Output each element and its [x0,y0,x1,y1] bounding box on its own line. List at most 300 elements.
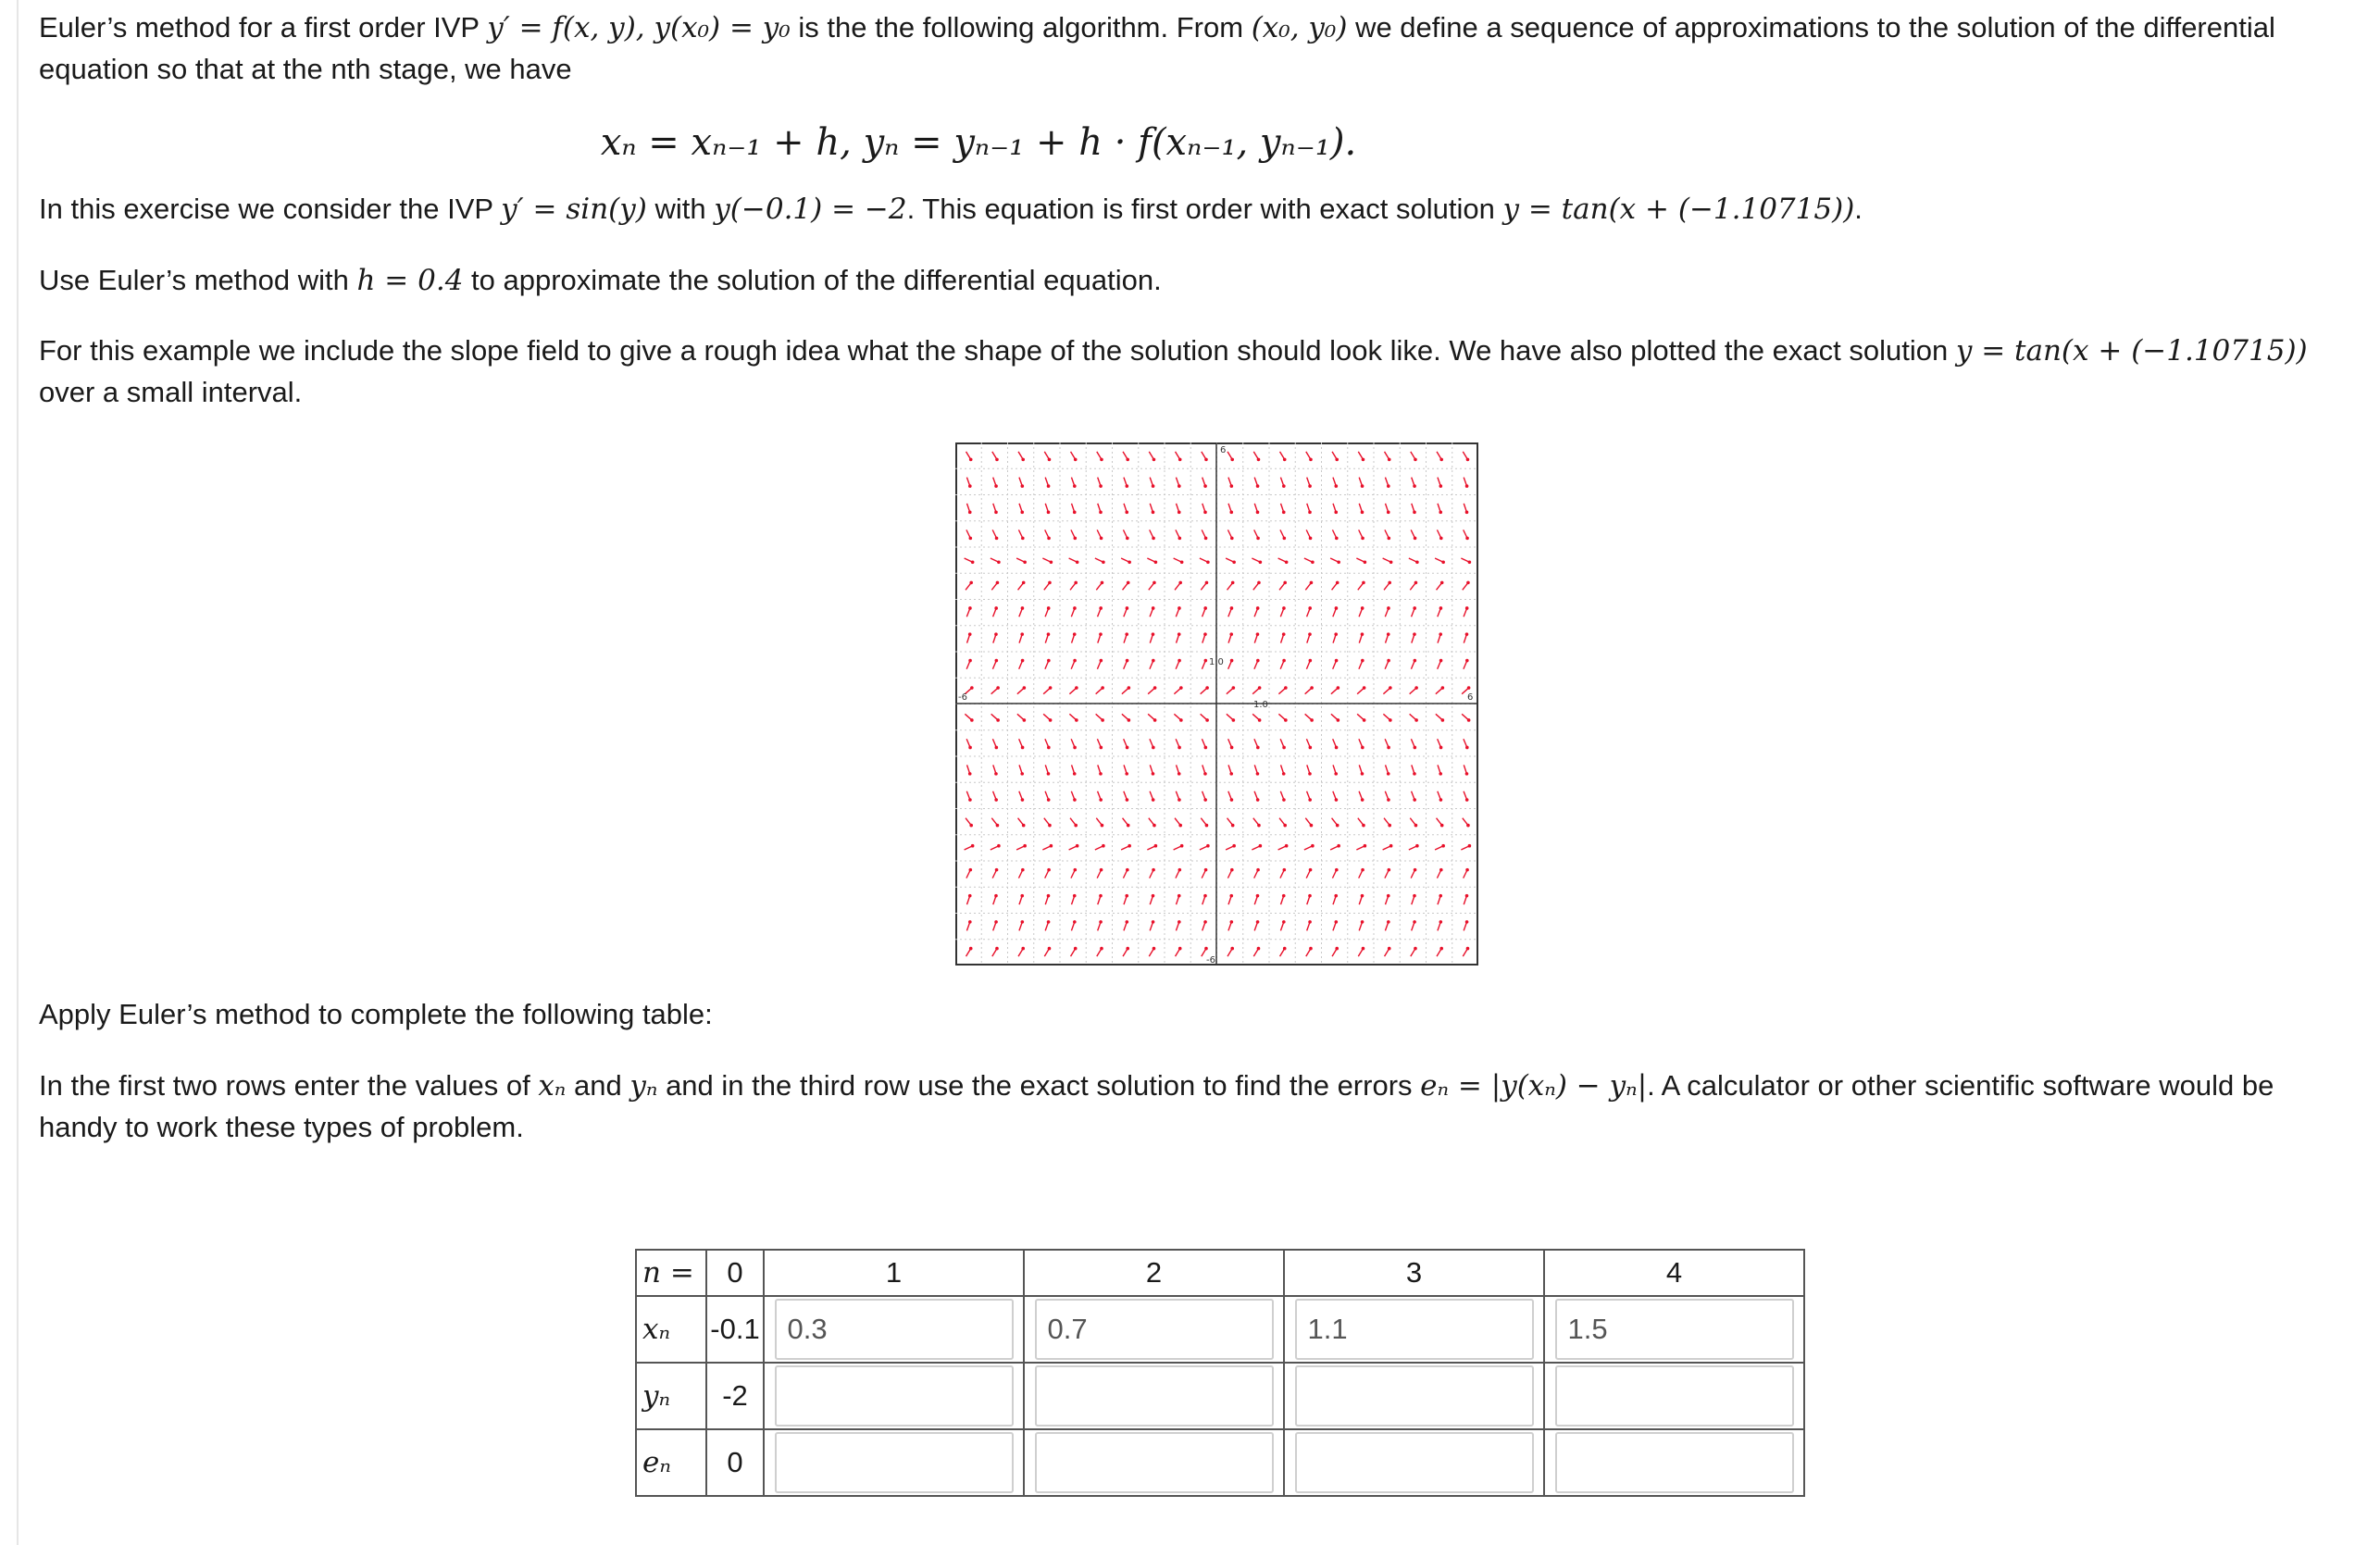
slope-arrowhead [1023,686,1027,690]
slope-arrowhead [1309,746,1313,750]
slope-arrowhead [1388,947,1391,951]
slope-arrowhead [1337,686,1340,690]
slope-arrowhead [1073,606,1077,610]
slope-arrowhead [1205,686,1209,690]
slope-arrowhead [1361,798,1364,802]
instr-text-1: In the first two rows enter the values of [39,1069,530,1102]
slope-arrowhead [971,560,975,564]
slope-arrowhead [1203,606,1207,610]
slope-arrowhead [1361,772,1364,776]
slope-arrowhead [1285,844,1289,848]
slope-arrowhead [1361,537,1364,541]
slope-arrowhead [1047,606,1051,610]
slope-arrowhead [1310,824,1314,828]
slope-arrowhead [1047,537,1051,541]
slope-arrowhead [1414,824,1418,828]
apply-text: Apply Euler’s method to complete the following table: [39,998,713,1030]
slope-arrowhead [1073,772,1077,776]
slope-arrowhead [1413,484,1416,488]
slope-arrowhead [1414,458,1417,462]
slope-arrowhead [1387,798,1390,802]
slope-arrowhead [1334,632,1338,636]
step-intro-text: Use Euler’s method with [39,264,349,296]
slope-arrowhead [1047,632,1051,636]
slope-arrowhead [1387,920,1390,924]
slope-arrowhead [1126,458,1129,462]
slope-arrowhead [1387,484,1390,488]
slope-arrowhead [1178,537,1182,541]
slope-arrowhead [1439,659,1443,663]
slope-arrowhead [1308,606,1312,610]
slope-arrowhead [1178,484,1181,488]
table-row-e [636,1429,1804,1496]
ivp-formula: y′ = f(x, y), y(x₀) = y₀ [487,11,791,44]
slope-arrowhead [1178,824,1182,828]
slope-arrowhead [1361,920,1364,924]
slope-arrowhead [1468,560,1472,564]
slope-arrowhead [1073,484,1077,488]
slope-arrowhead [1229,632,1233,636]
slope-arrowhead [1206,560,1210,564]
x4-input[interactable] [1555,1299,1794,1360]
slope-arrowhead [1125,772,1128,776]
e1-input[interactable] [775,1432,1014,1493]
slope-arrowhead [1128,560,1131,564]
slope-arrowhead [1232,844,1236,848]
slope-arrowhead [1335,868,1339,872]
slope-arrowhead [1203,798,1207,802]
y3-input[interactable] [1295,1365,1534,1427]
start-point: (x₀, y₀) [1251,11,1348,44]
slope-arrowhead [1125,511,1128,515]
slope-arrowhead [1334,772,1338,776]
slope-arrowhead [1439,920,1443,924]
slope-arrowhead [968,894,972,898]
e0-value: 0 [706,1429,764,1496]
slope-arrowhead [1256,606,1260,610]
slope-arrowhead [1021,458,1025,462]
slope-arrowhead [1414,581,1418,585]
instr-text-2: and [574,1069,622,1102]
yn-symbol: yₙ [629,1069,658,1103]
slope-arrowhead [1413,894,1416,898]
error-formula: eₙ = |y(xₙ) − yₙ| [1420,1069,1648,1103]
slope-arrowhead [1204,947,1208,951]
slope-arrowhead [1022,581,1026,585]
header-n1: 1 [764,1250,1024,1296]
y-tick-label: 1.0 [1209,657,1224,667]
slope-arrowhead [1283,537,1287,541]
slope-arrowhead [1099,894,1103,898]
slope-arrowhead [1361,606,1364,610]
slope-arrowhead [1364,844,1367,848]
slope-arrowhead [1465,511,1469,515]
slope-arrowhead [1309,537,1313,541]
slope-arrowhead [1203,632,1207,636]
y1-input[interactable] [775,1365,1014,1427]
instr-text-5: handy to work these types of problem. [39,1111,524,1143]
slope-arrowhead [1152,632,1155,636]
slope-arrowhead [1204,868,1208,872]
slope-arrowhead [1074,537,1078,541]
row-label-y: yₙ [636,1363,706,1429]
slope-arrowhead [1259,844,1263,848]
e3-cell [1284,1429,1544,1496]
y1-cell [764,1363,1024,1429]
slope-arrowhead [1152,868,1155,872]
slope-arrowhead [1232,686,1236,690]
slope-arrowhead [1076,560,1079,564]
slope-arrowhead [1099,632,1103,636]
slope-arrowhead [1205,581,1209,585]
slope-arrowhead [1387,606,1390,610]
slope-arrowhead [1152,537,1155,541]
slope-arrowhead [1257,947,1261,951]
slope-arrowhead [994,484,998,488]
slope-arrowhead [1465,772,1469,776]
slope-arrowhead [1413,920,1416,924]
slope-arrowhead [1389,718,1392,722]
slope-arrowhead [1413,511,1416,515]
slope-arrowhead [1126,484,1129,488]
slope-arrowhead [1334,511,1338,515]
slope-arrowhead [1282,659,1286,663]
slope-arrowhead [1257,581,1261,585]
slope-arrowhead [1465,659,1469,663]
e3-input[interactable] [1295,1432,1534,1493]
slope-arrowhead [1309,458,1313,462]
slope-arrowhead [1439,511,1442,515]
slope-arrowhead [1231,824,1235,828]
slope-arrowhead [1230,537,1234,541]
slope-arrowhead [1178,947,1182,951]
slope-arrowhead [1101,686,1104,690]
x4-cell [1544,1296,1804,1363]
slope-arrowhead [968,772,972,776]
slope-arrowhead [1154,560,1158,564]
slope-arrowhead [1334,894,1338,898]
x1-input[interactable] [775,1299,1014,1360]
slope-arrowhead [1309,947,1313,951]
slope-arrowhead [1389,560,1393,564]
slope-arrowhead [1152,920,1155,924]
intro-text-2: is the the following algorithm. From [798,11,1244,44]
slope-arrowhead [1364,560,1367,564]
slope-arrowhead [1389,686,1392,690]
slope-arrowhead [1230,484,1234,488]
slope-arrowhead [969,868,973,872]
instr-text-4: . A calculator or other scientific software would be [1647,1069,2274,1102]
slope-arrowhead [1076,844,1079,848]
e4-input[interactable] [1555,1432,1794,1493]
slope-arrowhead [1204,659,1208,663]
slope-arrowhead [1152,798,1155,802]
slope-arrowhead [1232,560,1236,564]
slope-arrowhead [1257,458,1261,462]
slope-arrowhead [1337,844,1340,848]
slope-arrowhead [1465,868,1469,872]
slope-arrowhead [1308,632,1312,636]
slope-arrowhead [1284,686,1288,690]
slope-arrowhead [1203,920,1207,924]
slope-arrowhead [1256,920,1260,924]
e4-cell [1544,1429,1804,1496]
slope-arrowhead [1099,772,1103,776]
slope-arrowhead [995,659,999,663]
slope-arrowhead [1023,718,1027,722]
slope-arrowhead [1049,718,1053,722]
slope-arrowhead [1466,458,1470,462]
slope-arrowhead [1102,560,1105,564]
slope-arrowhead [1125,894,1128,898]
slope-arrowhead [1335,484,1339,488]
slope-arrowhead [996,824,1000,828]
slope-arrowhead [1154,844,1158,848]
slope-arrowhead [1126,868,1129,872]
slope-desc-line-2 [39,371,302,413]
slope-arrowhead [1125,632,1128,636]
intro-line-1 [39,6,2275,49]
slope-arrowhead [969,458,973,462]
slope-arrowhead [1153,686,1157,690]
slope-arrowhead [968,632,972,636]
header-n0: 0 [706,1250,764,1296]
slope-arrowhead [1310,718,1314,722]
slope-arrowhead [1099,511,1103,515]
slope-arrowhead [1363,718,1366,722]
exact-solution-1: y = tan(x + (−1.10715)) [1502,193,1855,226]
slope-arrowhead [1465,537,1469,541]
slope-arrowhead [1152,772,1155,776]
y2-input[interactable] [1035,1365,1274,1427]
slope-arrowhead [1050,844,1053,848]
slope-arrowhead [968,606,972,610]
slope-arrowhead [1203,894,1207,898]
slope-arrowhead [1465,632,1469,636]
slope-arrowhead [1074,458,1078,462]
slope-arrowhead [1100,868,1103,872]
slope-desc-text-2: over a small interval. [39,376,303,408]
step-rest-text: to approximate the solution of the differential equation. [471,264,1162,296]
exercise-ivp-line: In this exercise we consider the IVP y′ = sin(y) with y(−0.1) = −2. This equation is first order with exact solution y = tan(x + (−1.10715)). [39,193,1863,226]
slope-arrowhead [995,947,999,951]
slope-arrowhead [1282,606,1286,610]
slope-arrowhead [1282,894,1286,898]
slope-arrowhead [1388,824,1391,828]
slope-arrowhead [969,824,973,828]
slope-arrowhead [1047,894,1051,898]
slope-arrowhead [1467,686,1471,690]
slope-arrowhead [1387,772,1390,776]
left-border [17,0,19,1545]
slope-arrowhead [1047,484,1051,488]
slope-arrowhead [1230,798,1234,802]
slope-arrowhead [1309,868,1313,872]
slope-arrowhead [1021,746,1025,750]
slope-arrowhead [1204,458,1208,462]
slope-arrowhead [968,659,972,663]
slope-arrowhead [1439,632,1442,636]
slope-arrowhead [1126,606,1129,610]
slope-arrowhead [1229,772,1233,776]
slope-arrowhead [1256,484,1260,488]
slope-arrowhead [1203,484,1207,488]
slope-arrowhead [1308,772,1312,776]
slope-arrowhead [1439,868,1443,872]
slope-arrowhead [995,458,999,462]
slope-arrowhead [1308,798,1312,802]
slope-arrowhead [1258,686,1262,690]
slope-arrowhead [1439,537,1443,541]
y2-cell [1024,1363,1284,1429]
slope-arrowhead [1361,484,1364,488]
slope-arrowhead [994,798,998,802]
slope-arrowhead [1048,824,1052,828]
slope-arrowhead [1335,458,1339,462]
slope-arrowhead [1099,484,1103,488]
slope-arrowhead [1283,868,1287,872]
slope-arrowhead [1020,894,1024,898]
slope-arrowhead [1466,824,1470,828]
slope-arrowhead [994,920,998,924]
slope-arrowhead [1230,920,1234,924]
slope-arrowhead [1256,632,1260,636]
x3-input[interactable] [1295,1299,1534,1360]
slope-arrowhead [1439,458,1443,462]
slope-arrowhead [1074,824,1078,828]
slope-arrowhead [1415,844,1419,848]
slope-arrowhead [1257,824,1261,828]
slope-arrowhead [1362,947,1365,951]
slope-arrowhead [1441,844,1445,848]
slope-arrowhead [1439,484,1443,488]
slope-arrowhead [1099,920,1103,924]
initial-condition: y(−0.1) = −2 [714,193,907,226]
slope-arrowhead [1337,560,1340,564]
slope-arrowhead [1311,560,1315,564]
slope-arrowhead [1231,581,1235,585]
slope-arrowhead [1073,920,1077,924]
e2-input[interactable] [1035,1432,1274,1493]
slope-arrowhead [1127,824,1130,828]
slope-arrowhead [1126,537,1129,541]
slope-arrowhead [1020,511,1024,515]
slope-arrowhead [1465,484,1469,488]
slope-arrowhead [1203,772,1207,776]
slope-arrowhead [1387,659,1390,663]
slope-arrowhead [1099,606,1103,610]
x0-value: -0.1 [706,1296,764,1363]
slope-arrowhead [1178,894,1181,898]
slope-arrowhead [1282,632,1286,636]
slope-arrowhead [1414,537,1417,541]
slope-arrowhead [1126,746,1129,750]
slope-arrowhead [1282,772,1286,776]
slope-arrowhead [1256,511,1260,515]
slope-arrowhead [1230,659,1234,663]
y-max-label: 6 [1220,445,1227,455]
slope-arrowhead [1205,824,1209,828]
slope-arrowhead [1178,581,1182,585]
slope-arrowhead [1230,947,1234,951]
slope-arrowhead [996,686,1000,690]
slope-arrowhead [1128,686,1131,690]
slope-arrowhead [1309,659,1313,663]
slope-arrowhead [1414,746,1417,750]
slope-arrowhead [1440,581,1444,585]
slope-arrowhead [1101,718,1104,722]
slope-arrowhead [970,686,974,690]
slope-arrowhead [1310,581,1314,585]
slope-arrowhead [1178,659,1181,663]
slope-arrowhead [1229,894,1233,898]
slope-arrowhead [1152,511,1155,515]
x2-input[interactable] [1035,1299,1274,1360]
slope-arrowhead [1203,511,1207,515]
slope-arrowhead [1361,868,1364,872]
slope-arrowhead [968,798,972,802]
slope-arrowhead [997,560,1001,564]
slope-arrowhead [1152,606,1155,610]
y4-input[interactable] [1555,1365,1794,1427]
slope-arrowhead [1361,632,1364,636]
slope-arrowhead [1230,458,1234,462]
slope-arrowhead [995,746,999,750]
slope-arrowhead [1361,511,1364,515]
slope-arrowhead [1256,746,1260,750]
slope-arrowhead [1465,894,1469,898]
slope-arrowhead [1308,484,1312,488]
slope-arrowhead [1048,581,1052,585]
slope-arrowhead [994,606,998,610]
slope-arrowhead [1101,824,1104,828]
exact-solution-2: y = tan(x + (−1.10715)) [1955,334,2308,368]
slope-arrowhead [995,537,999,541]
slope-arrowhead [1126,798,1129,802]
slope-arrowhead [1256,659,1260,663]
slope-arrowhead [1075,686,1078,690]
slope-arrowhead [1282,511,1286,515]
intro-text-1: Euler’s method for a first order IVP [39,11,480,44]
slope-arrowhead [1465,746,1469,750]
slope-arrowhead [994,894,998,898]
slope-arrowhead [1388,581,1391,585]
slope-arrowhead [1439,947,1443,951]
slope-arrowhead [1440,824,1444,828]
slope-arrowhead [1335,798,1339,802]
slope-arrowhead [1441,686,1445,690]
slope-arrowhead [1126,920,1129,924]
slope-arrowhead [1468,844,1472,848]
slope-arrowhead [1128,718,1131,722]
slope-arrowhead [1100,746,1103,750]
y4-cell [1544,1363,1804,1429]
slope-arrowhead [1152,746,1155,750]
slope-arrowhead [1258,718,1262,722]
slope-arrowhead [1128,844,1131,848]
slope-arrowhead [1387,746,1390,750]
slope-arrowhead [1414,718,1418,722]
slope-arrowhead [1153,458,1156,462]
slope-arrowhead [1413,632,1416,636]
slope-arrowhead [1047,920,1051,924]
slope-arrowhead [1284,718,1288,722]
slope-arrowhead [1232,718,1236,722]
slope-arrowhead [1153,824,1156,828]
slope-arrowhead [1074,947,1078,951]
x-tick-label: 1.0 [1253,700,1268,710]
slope-arrowhead [1073,511,1077,515]
